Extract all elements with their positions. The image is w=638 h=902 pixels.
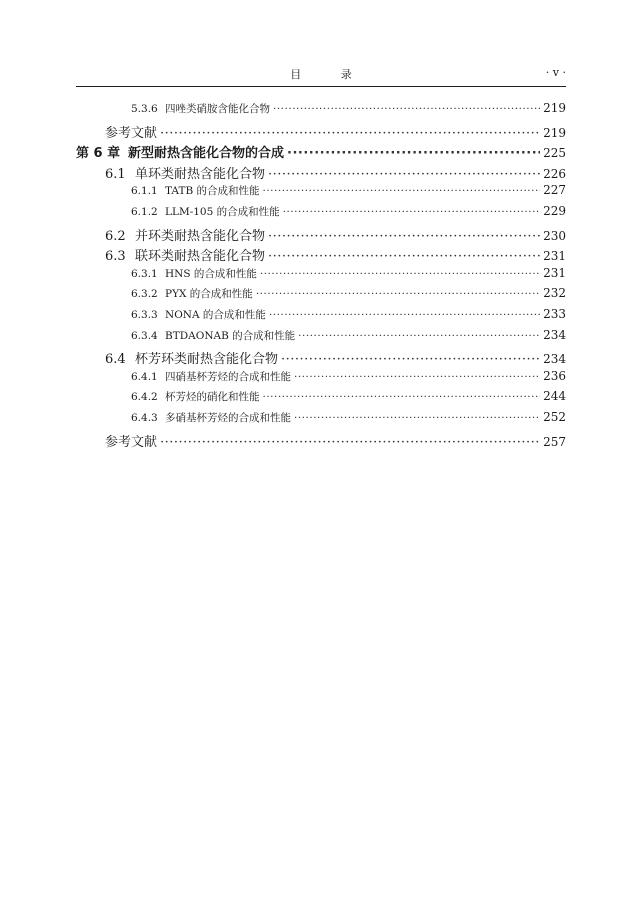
toc-dot-leader — [283, 206, 540, 218]
toc-entry-page: 231 — [543, 249, 566, 264]
header-title: 目 录 — [290, 68, 370, 81]
toc-entry-number: 5.3.6 — [131, 103, 158, 115]
toc-dot-leader — [160, 126, 540, 141]
toc-entry-title: 杯芳环类耐热含能化合物 — [135, 352, 279, 368]
toc-entry-number: 6.3.4 — [131, 329, 158, 342]
toc-entry-title: 参考文献 — [105, 125, 158, 141]
toc-dot-leader — [281, 352, 540, 367]
toc-dot-leader — [160, 435, 540, 450]
toc-entry-number: 6.4 — [105, 352, 126, 368]
toc-dot-leader — [269, 309, 540, 321]
toc-entry-title: 新型耐热含能化合物的合成 — [128, 146, 285, 162]
toc-entry — [131, 183, 566, 203]
toc-entry-title: TATB 的合成和性能 — [165, 185, 260, 198]
toc-entry — [105, 348, 566, 368]
toc-entry — [131, 307, 566, 327]
toc-entry — [131, 266, 566, 286]
toc-entry-number: 6.1.2 — [131, 206, 158, 218]
toc-entry-number: 第 6 章 — [76, 146, 121, 162]
toc-entry-page: 230 — [543, 228, 566, 243]
toc-entry-title: 多硝基杯芳烃的合成和性能 — [165, 412, 291, 424]
toc-entry-page: 234 — [543, 352, 566, 367]
toc-entry-number: 6.3.2 — [131, 288, 158, 301]
toc-entry-title: NONA 的合成和性能 — [165, 309, 266, 321]
toc-dot-leader — [256, 288, 540, 300]
toc-entry-number: 6.1.1 — [131, 185, 158, 198]
toc-entry-number: 6.4.1 — [131, 370, 158, 383]
toc-entry — [105, 225, 566, 245]
toc-entry-title: 四硝基杯芳烃的合成和性能 — [165, 370, 291, 383]
toc-entry-page: 227 — [543, 183, 566, 198]
toc-entry — [131, 101, 566, 121]
toc-entry-page: 233 — [543, 307, 566, 321]
toc-entry-number: 6.2 — [105, 228, 126, 244]
toc-entry-page: 226 — [543, 166, 566, 181]
page-header — [76, 66, 566, 87]
toc-entry-title: 四唑类硝胺含能化合物 — [165, 103, 270, 115]
toc-entry-title: PYX 的合成和性能 — [165, 288, 253, 301]
header-page-number: · v · — [545, 66, 566, 79]
toc-entry — [105, 163, 566, 183]
toc-dot-leader — [260, 268, 540, 280]
toc-entry — [105, 431, 566, 451]
toc-entry-title: LLM-105 的合成和性能 — [165, 206, 280, 218]
toc-entry-title: 杯芳烃的硝化和性能 — [165, 391, 260, 404]
toc-entry — [131, 204, 566, 224]
toc-entry-page: 244 — [543, 389, 566, 404]
toc-dot-leader — [273, 103, 540, 115]
toc-dot-leader — [263, 185, 541, 197]
toc-entry-page: 252 — [543, 410, 566, 424]
toc-entry — [131, 328, 566, 348]
toc-entry-title: 参考文献 — [105, 434, 158, 450]
toc-dot-leader — [268, 249, 540, 264]
toc-dot-leader — [268, 167, 540, 182]
toc-entry-title: 联环类耐热含能化合物 — [135, 249, 266, 265]
toc-entry-page: 225 — [543, 146, 566, 161]
toc-entry — [105, 122, 566, 142]
toc-dot-leader — [298, 330, 540, 342]
toc-entry-title: BTDAONAB 的合成和性能 — [165, 329, 296, 342]
toc-entry-page: 219 — [543, 101, 566, 115]
toc-entry-title: 单环类耐热含能化合物 — [135, 166, 266, 182]
toc-entry-title: HNS 的合成和性能 — [165, 267, 257, 280]
toc-entry-number: 6.4.3 — [131, 412, 158, 424]
toc-dot-leader — [263, 391, 541, 403]
toc-entry-page: 231 — [543, 265, 566, 280]
toc-entry-page: 232 — [543, 286, 566, 301]
toc-entry-number: 6.1 — [105, 166, 126, 182]
toc-entry — [105, 245, 566, 265]
toc-dot-leader — [294, 371, 540, 383]
toc-entry-title: 并环类耐热含能化合物 — [135, 228, 266, 244]
toc-entry-page: 236 — [543, 368, 566, 383]
toc-entry — [131, 286, 566, 306]
toc-entry-page: 229 — [543, 204, 566, 218]
toc-dot-leader — [294, 412, 540, 424]
toc-entry — [131, 410, 566, 430]
toc-entry — [76, 142, 566, 162]
toc-dot-leader — [268, 229, 540, 244]
toc-entry — [131, 389, 566, 409]
toc-dot-leader — [287, 146, 540, 161]
toc-entry-number: 6.3.3 — [131, 309, 158, 321]
toc-entry-page: 219 — [543, 125, 566, 140]
toc-entry-number: 6.4.2 — [131, 391, 158, 404]
toc-entry-page: 257 — [543, 434, 566, 449]
toc-entry-number: 6.3 — [105, 249, 126, 265]
toc-entry-number: 6.3.1 — [131, 267, 158, 280]
toc-entry-page: 234 — [543, 327, 566, 342]
toc-entry — [131, 369, 566, 389]
